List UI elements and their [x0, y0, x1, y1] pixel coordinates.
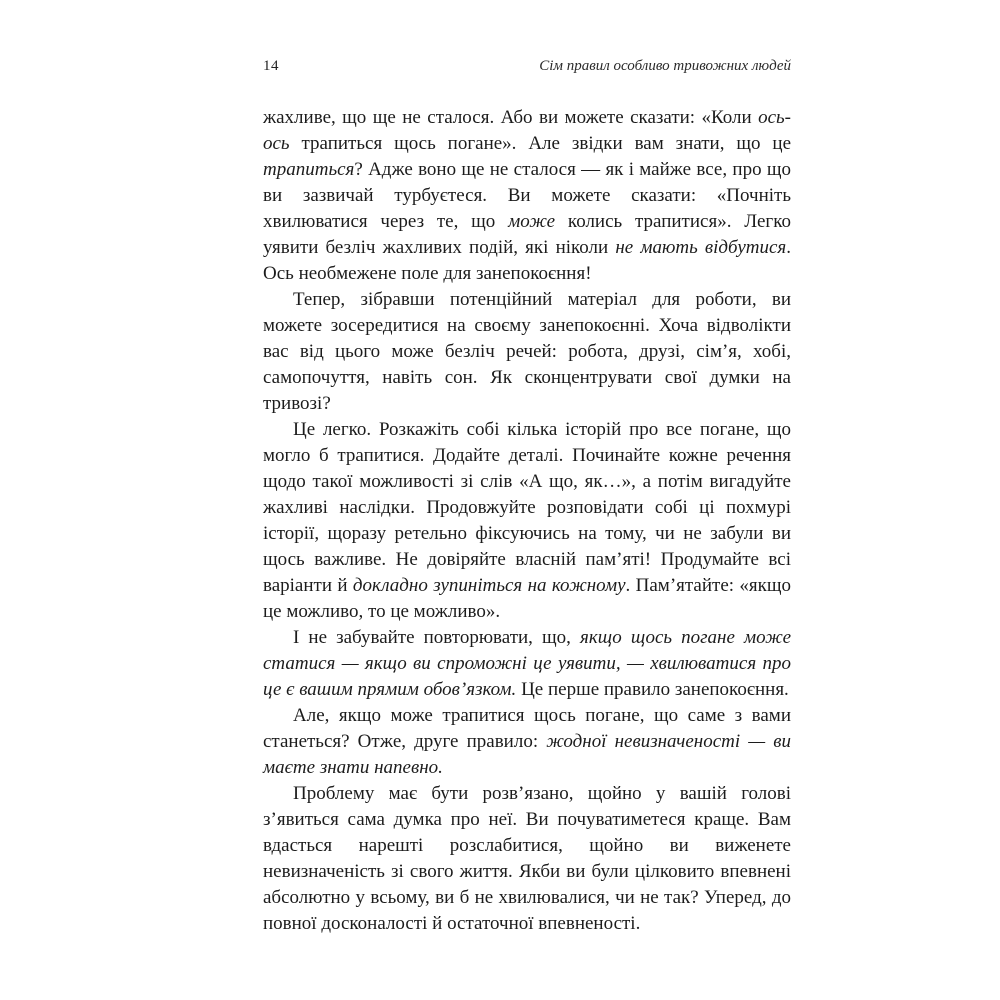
- paragraph: [263, 105, 791, 287]
- text-segment: . Ось необмежене поле для занепокоєння!: [263, 237, 791, 284]
- body-text: [263, 105, 791, 937]
- text-segment: Але, якщо може трапитися щось погане, що саме з вами станеться? Отже, друге правило:: [263, 705, 791, 752]
- paragraph: [263, 703, 791, 781]
- text-segment: колись трапитися». Легко уявити безліч жахливих подій, які ніколи: [263, 211, 791, 258]
- page-number: 14: [263, 58, 279, 74]
- text-segment: ? Адже воно ще не сталося — як і майже все, про що ви зазвичай турбуєтеся. Ви можете сказати: «Почніть хвилюватися через те, що: [263, 159, 791, 232]
- text-segment: жахливе, що ще не сталося. Або ви можете сказати: «Коли: [263, 107, 759, 128]
- italic-text-segment: жодної невизначеності — ви маєте знати напевно.: [263, 731, 791, 778]
- italic-text-segment: ось-ось: [263, 107, 791, 154]
- text-segment: . Пам’ятайте: «якщо це можливо, то це можливо».: [263, 575, 791, 622]
- italic-text-segment: може: [508, 211, 556, 232]
- text-segment: Це перше правило занепокоєння.: [516, 679, 789, 700]
- text-segment: Проблему має бути розв’язано, щойно у вашій голові з’явиться сама думка про неї. Ви почуватиметеся краще. Вам вдасться нарешті розслабитися, щойно ви виженете невизначеність зі свого життя. Якби ви були цілковито впевнені абсолютно у всьому, ви б не хвилювалися, чи не так? Уперед, до повної досконалості й остаточної впевненості.: [263, 783, 791, 934]
- text-segment: трапиться щось погане». Але звідки вам знати, що це: [289, 133, 791, 154]
- running-header-title: Сім правил особливо тривожних людей: [539, 58, 791, 74]
- text-segment: Це легко. Розкажіть собі кілька історій про все погане, що могло б трапитися. Додайте деталі. Починайте кожне речення щодо такої можливості зі слів «А що, як…», а потім вигадуйте жахливі наслідки. Продовжуйте розповідати собі ці похмурі історії, щоразу ретельно фіксуючись на тому, чи не забули ви щось важливе. Не довіряйте власній пам’яті! Продумайте всі варіанти й: [263, 419, 791, 596]
- italic-text-segment: докладно зупиніться на кожному: [352, 575, 626, 596]
- paragraph: [263, 625, 791, 703]
- italic-text-segment: трапиться: [263, 159, 355, 180]
- running-head: [263, 58, 791, 75]
- italic-text-segment: якщо щось погане може статися — якщо ви спроможні це уявити, — хвилюватися про це є вашим прямим обов’язком.: [263, 627, 791, 700]
- paragraph: [263, 287, 791, 417]
- paragraph: [263, 417, 791, 625]
- text-segment: І не забувайте повторювати, що,: [293, 627, 580, 648]
- text-segment: Тепер, зібравши потенційний матеріал для роботи, ви можете зосередитися на своєму занепокоєнні. Хоча відволікти вас від цього може безліч речей: робота, друзі, сім’я, хобі, самопочуття, навіть сон. Як сконцентрувати свої думки на тривозі?: [263, 289, 791, 414]
- paragraph: [263, 781, 791, 937]
- page-content: [263, 58, 791, 937]
- italic-text-segment: не мають відбутися: [615, 237, 787, 258]
